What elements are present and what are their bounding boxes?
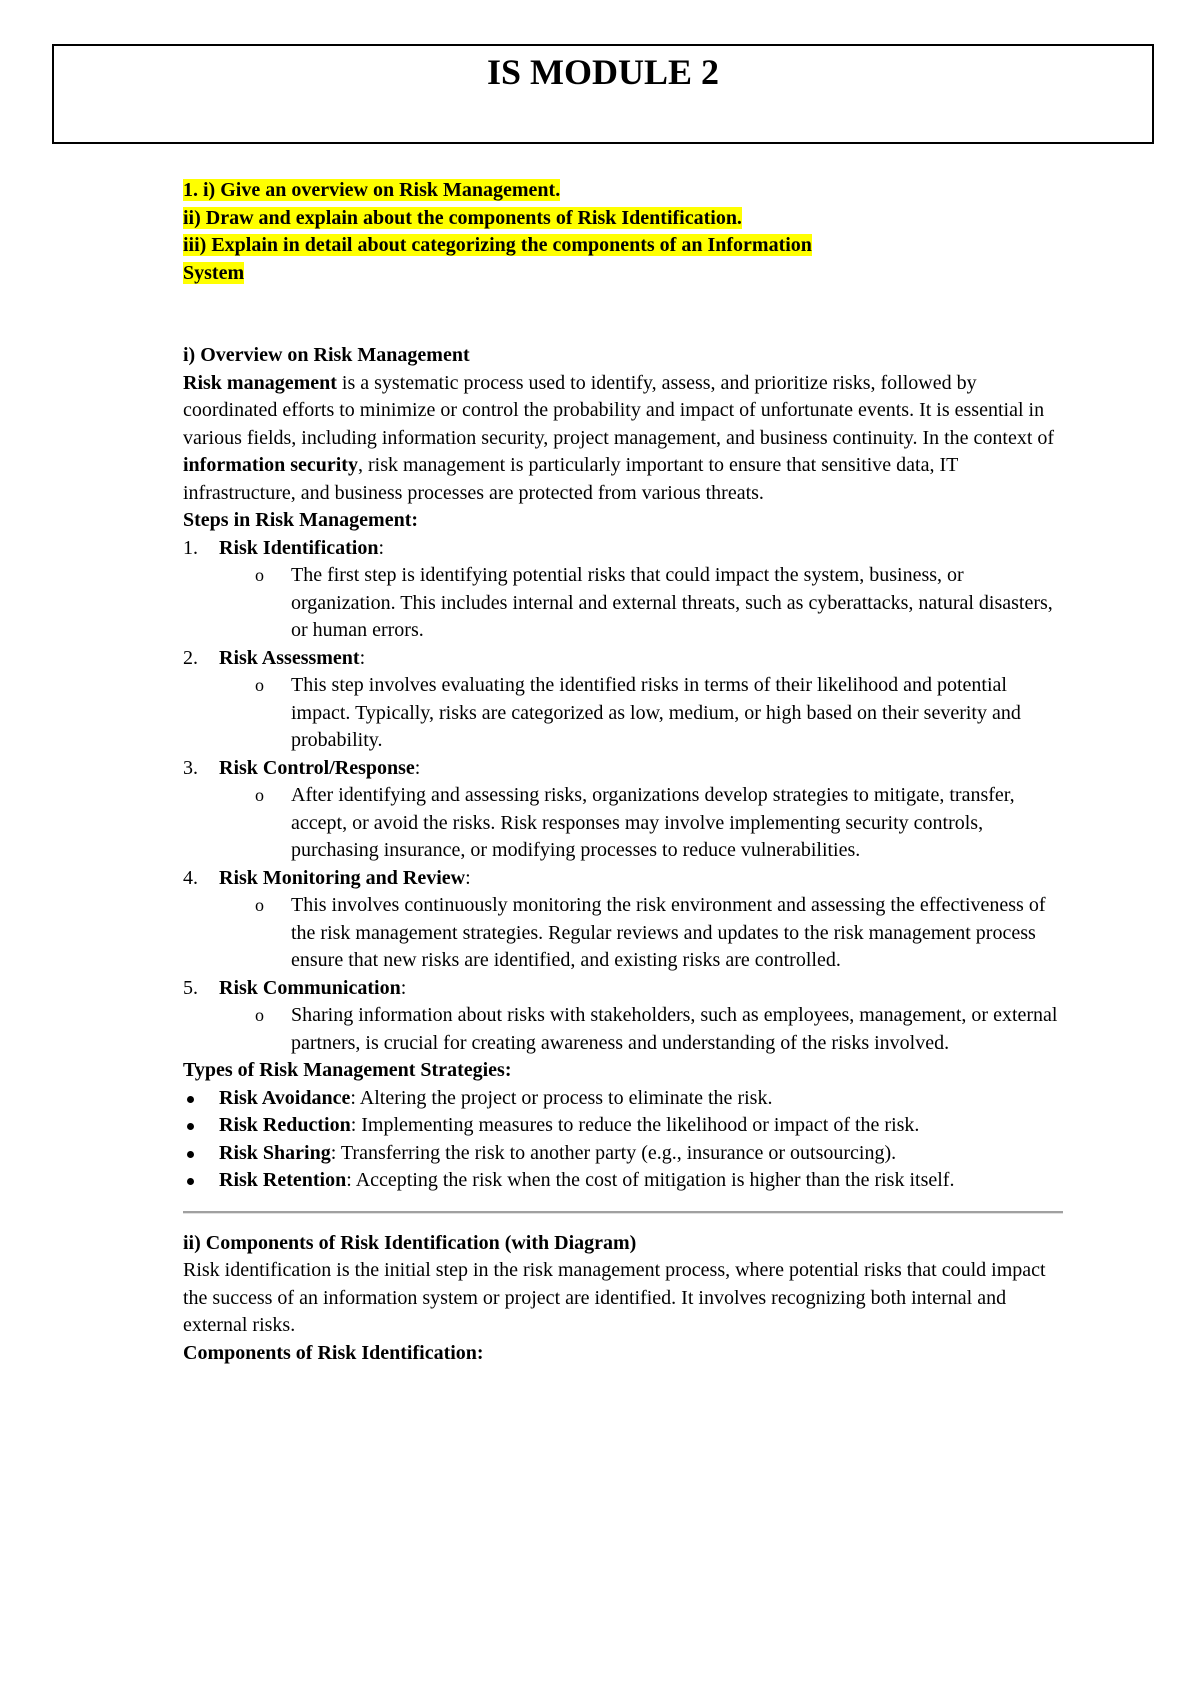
- bullet-icon: [187, 1151, 194, 1158]
- list-item: 4. Risk Monitoring and Review: o This involves continuously monitoring the risk environment and assessing the effectiveness of the risk management strategies. Regular reviews and updates to the risk management process ensure that new risks are identified, and existing risks are controlled.: [183, 866, 1046, 971]
- list-item: Risk Retention: Accepting the risk when the cost of mitigation is higher than the risk itself.: [183, 1167, 1063, 1195]
- bullet-icon: [187, 1178, 194, 1185]
- question-list: [183, 177, 1063, 287]
- section2-heading: ii) Components of Risk Identification (with Diagram): [183, 1231, 637, 1254]
- bullet-icon: [187, 1096, 194, 1103]
- bullet-icon: [187, 1123, 194, 1130]
- question-3-cont: System: [183, 261, 245, 284]
- question-1: 1. i) Give an overview on Risk Management.: [183, 179, 561, 201]
- section1-heading: i) Overview on Risk Management: [183, 344, 470, 366]
- document-title: IS MODULE 2: [486, 52, 720, 92]
- steps-list: [183, 535, 1063, 1058]
- list-item: 2. Risk Assessment: o This step involves evaluating the identified risks in terms of their likelihood and potential impact. Typically, risks are categorized as low, medium, or high based on their severity and probability.: [183, 646, 1021, 751]
- strategies-heading: Types of Risk Management Strategies:: [183, 1059, 512, 1081]
- components-heading: Components of Risk Identification:: [183, 1341, 484, 1364]
- strategies-list: [183, 1085, 1063, 1195]
- list-item: Risk Avoidance: Altering the project or process to eliminate the risk.: [183, 1085, 1063, 1113]
- horizontal-rule: [183, 1211, 1063, 1214]
- document-body: [183, 177, 1063, 1367]
- list-item: Risk Reduction: Implementing measures to reduce the likelihood or impact of the risk.: [183, 1112, 1063, 1140]
- steps-heading: Steps in Risk Management:: [183, 509, 419, 531]
- section2-intro: Risk identification is the initial step in the risk management process, where potential risks that could impact the success of an information system or project are identified. It involves recognizing both internal and external risks.: [183, 1259, 1046, 1336]
- list-item: Risk Sharing: Transferring the risk to another party (e.g., insurance or outsourcing).: [183, 1140, 1063, 1168]
- question-3: iii) Explain in detail about categorizing the components of an Information: [183, 234, 812, 256]
- title-box: [52, 44, 1154, 144]
- section1-intro: Risk management is a systematic process used to identify, assess, and prioritize risks, followed by coordinated efforts to minimize or control the probability and impact of unfortunate events. It is essential in various fields, including information security, project management, and business continuity. In the context of information security, risk management is particularly important to ensure that sensitive data, IT infrastructure, and business processes are protected from various threats.: [183, 371, 1055, 504]
- list-item: 5. Risk Communication: o Sharing information about risks with stakeholders, such as employees, management, or external partners, is crucial for creating awareness and understanding of the risks involved.: [183, 976, 1058, 1054]
- question-2: ii) Draw and explain about the components of Risk Identification.: [183, 206, 742, 229]
- list-item: 3. Risk Control/Response: o After identifying and assessing risks, organizations develop strategies to mitigate, transfer, accept, or avoid the risks. Risk responses may involve implementing security controls, purchasing insurance, or modifying processes to reduce vulnerabilities.: [183, 756, 1015, 861]
- list-item: 1. Risk Identification: o The first step is identifying potential risks that could impact the system, business, or organization. This includes internal and external threats, such as cyberattacks, natural disasters, or human errors.: [183, 536, 1053, 641]
